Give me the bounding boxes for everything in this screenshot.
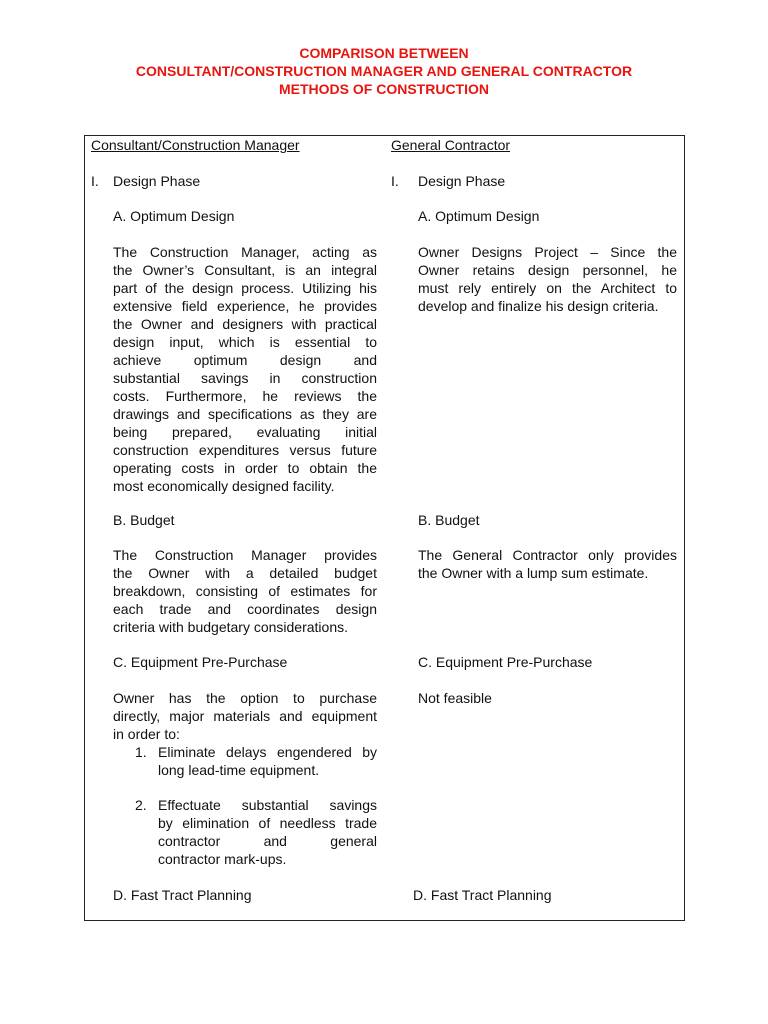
text-line: develop and finalize his design criteria. — [418, 298, 659, 314]
text-line: Owner has the option to purchase — [113, 690, 377, 706]
title-line-2: CONSULTANT/CONSTRUCTION MANAGER AND GENERAL CONTRACTOR — [135, 63, 633, 79]
text-line: most economically designed facility. — [113, 478, 335, 494]
left-phase-title: Design Phase — [113, 173, 201, 189]
left-section-b-title: B. Budget — [113, 512, 175, 528]
text-line: the Owner and designers with practical — [113, 316, 377, 332]
text-line: achieve optimum design and — [113, 352, 377, 368]
text-line: design input, which is essential to — [113, 334, 377, 350]
right-section-c-text: Not feasible — [418, 690, 492, 706]
text-line: part of the design process. Utilizing his — [113, 280, 377, 296]
right-section-b-text — [418, 546, 677, 582]
text-line: in order to: — [113, 726, 180, 742]
text-line: Owner Designs Project – Since the — [418, 244, 677, 260]
text-line: costs. Furthermore, he reviews the — [113, 388, 377, 404]
text-line: the Owner’s Consultant, is an integral — [113, 262, 377, 278]
text-line: contractor and general — [158, 833, 377, 849]
left-section-c-text — [113, 689, 377, 743]
text-line: each trade and coordinates design — [113, 601, 377, 617]
text-line: drawings and specifications as they are — [113, 406, 377, 422]
right-section-b-title: B. Budget — [418, 512, 480, 528]
text-line: construction expenditures versus future — [113, 442, 377, 458]
text-line: criteria with budgetary considerations. — [113, 619, 349, 635]
text-line: by elimination of needless trade — [158, 815, 377, 831]
right-section-c-title: C. Equipment Pre-Purchase — [418, 654, 593, 670]
title-line-1: COMPARISON BETWEEN — [299, 45, 469, 61]
text-line: contractor mark-ups. — [158, 851, 287, 867]
left-section-d-title: D. Fast Tract Planning — [113, 887, 252, 903]
list-item-2-text — [158, 796, 377, 868]
text-line: extensive field experience, he provides — [113, 298, 377, 314]
left-column-header: Consultant/Construction Manager — [91, 137, 300, 153]
text-line: operating costs in order to obtain the — [113, 460, 377, 476]
title-line-3: METHODS OF CONSTRUCTION — [279, 81, 489, 97]
list-item-1-text — [158, 743, 377, 779]
text-line: the Owner with a detailed budget — [113, 565, 377, 581]
right-column-header: General Contractor — [391, 137, 511, 153]
text-line: Effectuate substantial savings — [158, 797, 377, 813]
document-title — [0, 44, 768, 98]
left-phase-number: I. — [91, 173, 99, 189]
right-section-a-text — [418, 243, 677, 315]
left-section-a-title: A. Optimum Design — [113, 208, 235, 224]
text-line: The General Contractor only provides — [418, 547, 677, 563]
text-line: The Construction Manager, acting as — [113, 244, 377, 260]
right-section-a-title: A. Optimum Design — [418, 208, 540, 224]
text-line: the Owner with a lump sum estimate. — [418, 565, 649, 581]
text-line: The Construction Manager provides — [113, 547, 377, 563]
left-section-c-title: C. Equipment Pre-Purchase — [113, 654, 288, 670]
text-line: must rely entirely on the Architect to — [418, 280, 677, 296]
left-section-b-text — [113, 546, 377, 636]
list-item-1-number: 1. — [135, 744, 147, 760]
text-line: Owner retains design personnel, he — [418, 262, 677, 278]
text-line: long lead-time equipment. — [158, 762, 320, 778]
text-line: directly, major materials and equipment — [113, 708, 377, 724]
text-line: being prepared, evaluating initial — [113, 424, 377, 440]
left-section-a-text — [113, 243, 377, 495]
text-line: substantial savings in construction — [113, 370, 377, 386]
text-line: Eliminate delays engendered by — [158, 744, 377, 760]
right-phase-title: Design Phase — [418, 173, 506, 189]
right-phase-number: I. — [391, 173, 399, 189]
right-section-d-title: D. Fast Tract Planning — [413, 887, 552, 903]
list-item-2-number: 2. — [135, 797, 147, 813]
text-line: breakdown, consisting of estimates for — [113, 583, 377, 599]
